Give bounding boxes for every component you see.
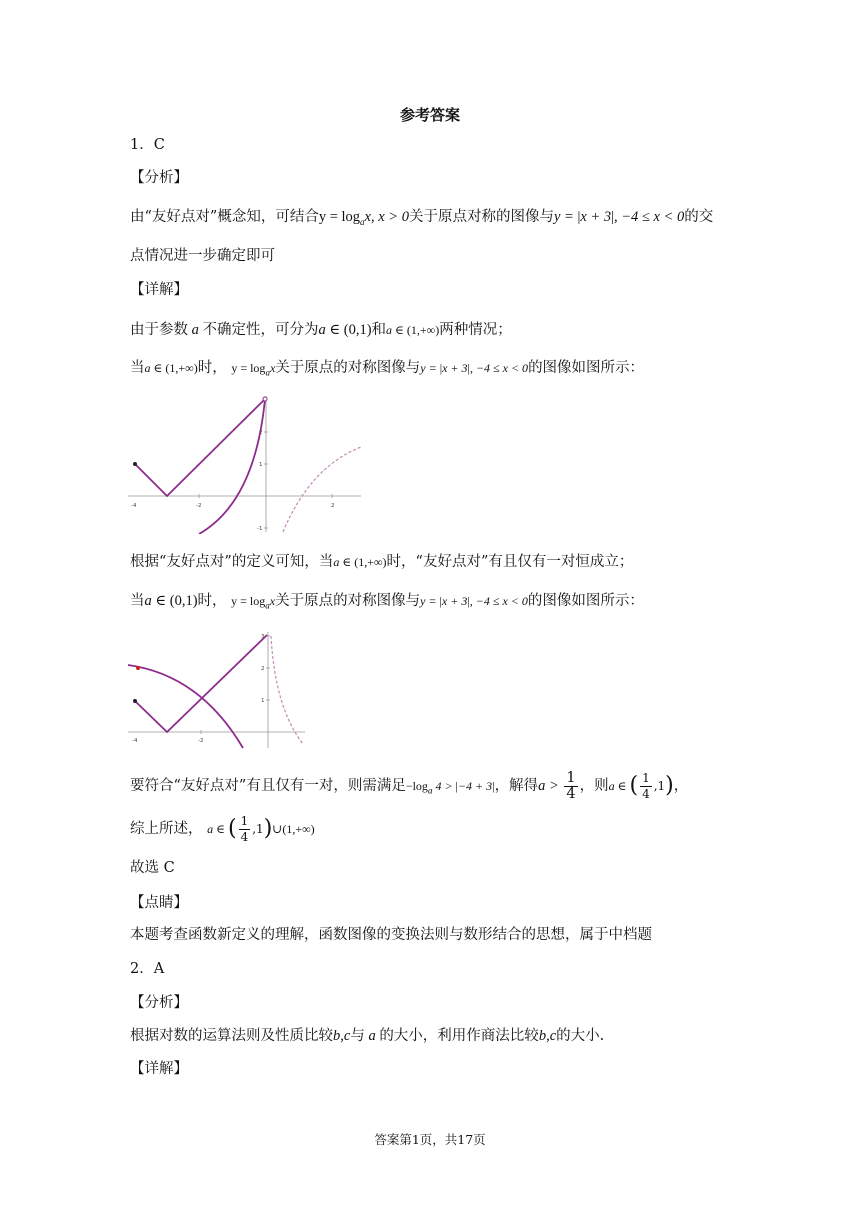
question-1-number: 1．C <box>130 137 165 153</box>
y-tick-label: 2 <box>259 430 263 436</box>
x-tick-label: 2 <box>331 503 335 509</box>
y-tick-label: -1 <box>257 526 263 532</box>
red-point <box>136 666 140 670</box>
y-tick-label: 1 <box>259 462 263 468</box>
q1-case1-line: 当a ∈ (1,+∞)时， $y = \log_ax$关于原点的对称图像与y = |x + 3|, −4 ≤ x < 0的图像如图所示： <box>130 360 645 378</box>
q2-detail-heading: 【详解】 <box>130 1061 188 1077</box>
graph-case-a-greater-than-1 <box>125 392 365 534</box>
endpoint-dot <box>133 462 137 466</box>
open-endpoint <box>263 397 267 401</box>
q1-detail-heading: 【详解】 <box>130 282 188 298</box>
x-tick-label: -4 <box>131 503 137 509</box>
q1-detail-line1: 由于参数 a 不确定性，可分为a ∈ (0,1)和a ∈ (1,+∞)两种情况； <box>130 322 512 338</box>
q1-requirement-line: 要符合“友好点对”有且仅有一对，则需满足$-\log_a$ 4 > |−4 + 3|，解得a > $\frac{1}{4}$ ，则a ∈ ( $\frac{1}{4}$ ,1)， <box>130 769 689 802</box>
q1-analysis-line1: 由“友好点对”概念知，可结合$y = \log_ax$, x > 0关于原点对称的图像与y = |x + 3|, −4 ≤ x < 0的交 <box>130 209 714 227</box>
reflected-log-curve <box>199 399 265 534</box>
y-tick-label: 2 <box>261 666 265 672</box>
page-title: 参考答案 <box>399 106 460 124</box>
x-tick-label: -4 <box>132 738 138 744</box>
x-tick-label: -2 <box>198 738 204 744</box>
y-tick-label: 3 <box>261 634 265 640</box>
log-curve-dashed <box>271 636 303 744</box>
y-tick-label: 1 <box>261 698 265 704</box>
q1-choice: 故选 C <box>130 860 175 876</box>
question-2-number: 2．A <box>130 961 165 977</box>
log-curve-dashed <box>283 447 361 532</box>
abs-function-graph <box>135 635 267 732</box>
q1-summary-line: 综上所述， a ∈ ( $\frac{1}{4}$ ,1)∪(1,+∞) <box>130 813 315 844</box>
endpoint-dot <box>133 699 137 703</box>
q1-analysis-heading: 【分析】 <box>130 170 188 186</box>
x-tick-label: -2 <box>196 503 202 509</box>
q1-case2-line: 当a ∈ (0,1)时， $y = \log_ax$关于原点的对称图像与y = |x + 3|, −4 ≤ x < 0的图像如图所示： <box>130 593 644 611</box>
page-footer: 答案第1页，共17页 <box>374 1132 486 1147</box>
q1-comment-heading: 【点睛】 <box>130 895 188 911</box>
q2-analysis: 根据对数的运算法则及性质比较b,c与 a 的大小，利用作商法比较b,c的大小. <box>130 1028 605 1044</box>
q1-analysis-line2: 点情况进一步确定即可 <box>130 248 275 264</box>
q2-analysis-heading: 【分析】 <box>130 995 188 1011</box>
graph-case-a-between-0-and-1 <box>125 628 310 750</box>
q1-comment: 本题考查函数新定义的理解，函数图像的变换法则与数形结合的思想，属于中档题 <box>130 927 652 943</box>
q1-conclusion1: 根据“友好点对”的定义可知，当a ∈ (1,+∞)时，“友好点对”有且仅有一对恒成立； <box>130 554 634 570</box>
reflected-log-curve <box>128 665 243 748</box>
